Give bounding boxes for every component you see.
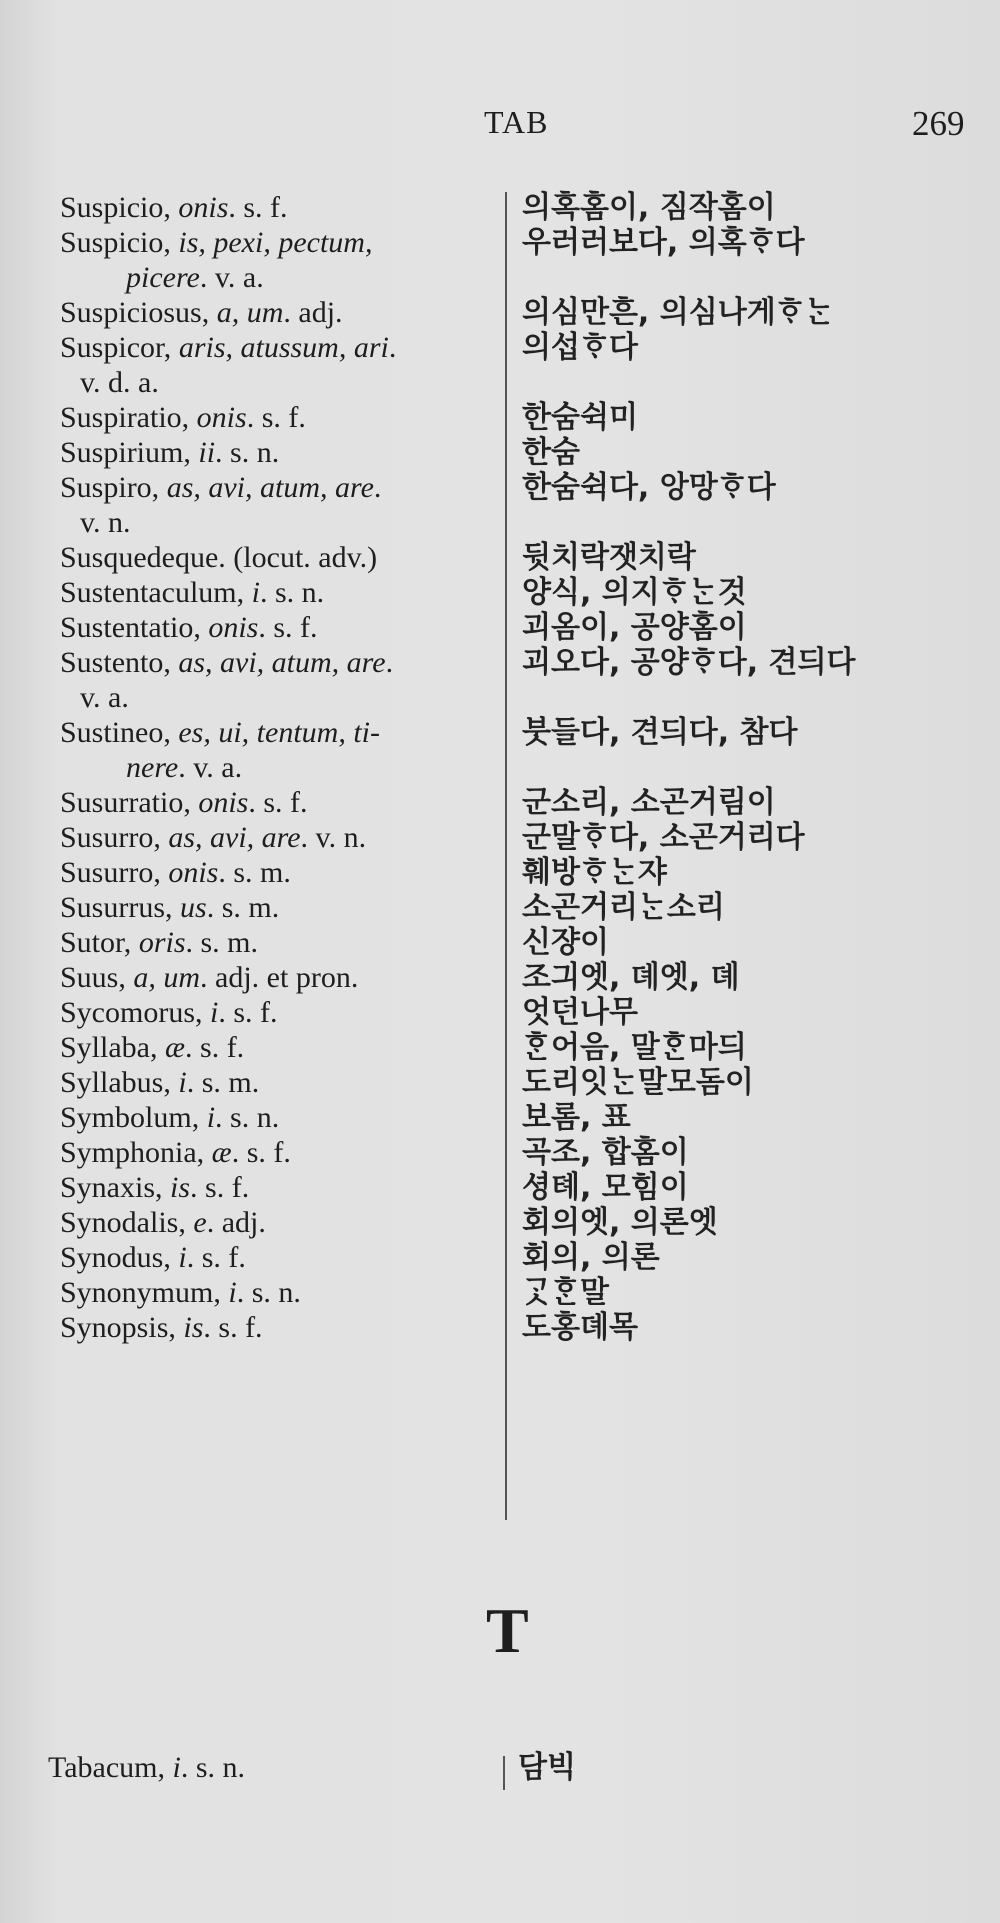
korean-definition: 한숨쉭미 [522,400,638,435]
latin-headword [0,1310,452,1345]
latin-headword [0,330,452,400]
dictionary-entry [0,540,1000,575]
latin-continuation-inflection: nere [126,751,179,784]
latin-grammar: . s. f. [228,191,288,224]
latin-grammar: . s. n. [215,436,280,469]
korean-definition: 셩톄, 모힘이 [522,1170,689,1205]
korean-definition: 도리잇ᄂᆞᆫ말모돔이 [522,1065,754,1100]
latin-headword [0,610,452,645]
latin-main: Symbolum, [60,1101,207,1134]
latin-inflection: es, ui, tentum, ti- [178,716,380,749]
latin-grammar: . s. n. [215,1101,280,1134]
latin-headword [0,400,452,435]
korean-definition: 의혹홈이, 짐작홈이 [522,190,776,225]
latin-headword [0,575,452,610]
section-letter: T [486,1595,529,1666]
latin-headword [0,645,452,715]
korean-definition: 붓들다, 견듸다, 참다 [522,715,798,750]
korean-definition: 한숨 [522,435,580,470]
latin-continuation-grammar: . v. a. [178,751,243,784]
latin-headword [0,925,452,960]
latin-inflection: i [228,1276,237,1309]
latin-grammar: . s. n. [260,576,325,609]
latin-main: Susurro, [60,856,169,889]
latin-grammar: . [373,471,382,504]
latin-inflection: onis [168,856,219,889]
korean-definition: 담빅 [518,1750,576,1785]
latin-main: Syllabus, [60,1066,179,1099]
korean-definition: 신쟝이 [522,925,609,960]
latin-inflection: aris, atussum, ari [178,331,389,364]
dictionary-entry [0,470,1000,540]
latin-grammar: . s. f. [186,1241,246,1274]
dictionary-entry [0,575,1000,610]
dictionary-entry [0,1240,1000,1275]
latin-main: Susurratio, [60,786,199,819]
korean-definition: 보롬, 표 [522,1100,631,1135]
latin-grammar: . adj. [283,296,343,329]
latin-inflection: i [178,1241,187,1274]
latin-main: Suspiro, [60,471,167,504]
latin-inflection: i [210,996,219,1029]
dictionary-entry [0,715,1000,785]
latin-headword [0,995,452,1030]
latin-grammar: . v. n. [300,821,367,854]
dictionary-entry [0,330,1000,400]
latin-main: Synonymum, [60,1276,229,1309]
latin-headword [0,470,452,540]
latin-inflection: onis [208,611,259,644]
dictionary-entry [0,1310,1000,1345]
latin-main: Synodus, [60,1241,179,1274]
korean-definition: 괴옴이, 공양홈이 [522,610,747,645]
dictionary-entry [0,225,1000,295]
latin-grammar: . [388,331,397,364]
latin-main: Synodalis, [60,1206,194,1239]
korean-definition: 회의엣, 의론엣 [522,1205,718,1240]
latin-main: Syllaba, [60,1031,165,1064]
latin-headword [0,1170,452,1205]
latin-headword [0,960,452,995]
latin-headword [0,295,452,330]
latin-inflection: as, avi, are [168,821,301,854]
latin-inflection: i [178,1066,187,1099]
latin-main: Synopsis, [60,1311,184,1344]
latin-inflection: onis [196,401,247,434]
latin-inflection: onis [198,786,249,819]
latin-grammar: . s. f. [231,1136,291,1169]
latin-grammar: . s. f. [258,611,318,644]
korean-definition: 곡조, 합홈이 [522,1135,689,1170]
latin-grammar: . s. m. [186,1066,260,1099]
latin-headword [0,190,452,225]
latin-headword [0,1205,452,1240]
latin-headword [0,540,452,575]
korean-definition: 엇던나무 [522,995,638,1030]
latin-grammar: . s. f. [190,1171,250,1204]
entry-list [0,190,1000,1345]
latin-main: Sustento, [60,646,179,679]
latin-inflection: e [193,1206,207,1239]
latin-main: Susurro, [60,821,169,854]
latin-headword [0,1100,452,1135]
dictionary-entry [0,960,1000,995]
latin-grammar: . s. f. [185,1031,245,1064]
dictionary-entry [0,820,1000,855]
latin-continuation [60,750,452,785]
latin-main: Suspirium, [60,436,199,469]
latin-main: Suspicio, [60,226,179,259]
latin-main: Synaxis, [60,1171,171,1204]
latin-headword [0,435,452,470]
dictionary-entry [0,1135,1000,1170]
latin-inflection: onis [178,191,229,224]
latin-grammar: . s. m. [185,926,259,959]
dictionary-entry-tabacum [0,1750,1000,1785]
latin-main: Suspiciosus, [60,296,217,329]
latin-grammar: . adj. et pron. [200,961,359,994]
latin-inflection: as, avi, atum, are [178,646,386,679]
dictionary-entry [0,890,1000,925]
korean-definition: 괴오다, 공양ᄒᆞ다, 견듸다 [522,645,856,680]
korean-definition: 한숨쉭다, 앙망ᄒᆞ다 [522,470,776,505]
dictionary-entry [0,855,1000,890]
korean-definition: 양식, 의지ᄒᆞᄂᆞᆫ것 [522,575,747,610]
latin-inflection: i [206,1101,216,1134]
latin-inflection: a, um [216,296,284,329]
latin-headword [0,1065,452,1100]
latin-main: Susquedeque. (locut. adv.) [60,541,378,574]
latin-main: Sustentatio, [60,611,209,644]
running-head: TAB [484,104,549,140]
latin-grammar: . s. n. [180,1751,246,1784]
latin-inflection: a, um [133,961,201,994]
dictionary-entry [0,610,1000,645]
korean-definition: 조긔엣, 뎨엣, 뎨 [522,960,740,995]
latin-headword [0,1240,452,1275]
latin-inflection: ii [198,436,216,469]
korean-definition: 훼방ᄒᆞᄂᆞᆫ쟈 [522,855,667,890]
korean-definition: 우러러보다, 의혹ᄒᆞ다 [522,225,805,260]
dictionary-entry [0,995,1000,1030]
korean-definition: ᄒᆞᆫ어음, 말ᄒᆞᆫ마듸 [522,1030,747,1065]
latin-headword [0,1030,452,1065]
latin-grammar: . s. n. [236,1276,301,1309]
dictionary-entry [0,645,1000,715]
latin-headword [0,225,452,295]
korean-definition: 도홍뎨목 [522,1310,638,1345]
latin-grammar: . s. f. [248,786,308,819]
latin-main: Susurrus, [60,891,181,924]
latin-inflection: æ [165,1031,186,1064]
page-number: 269 [912,104,965,143]
latin-inflection: as, avi, atum, are [166,471,374,504]
latin-headword [0,1750,452,1785]
latin-inflection: is, pexi, pectum, [178,226,373,259]
latin-grammar: . s. f. [246,401,306,434]
latin-continuation-inflection: picere [126,261,200,294]
dictionary-entry [0,1030,1000,1065]
dictionary-entry [0,1275,1000,1310]
korean-definition: 군소리, 소곤거림이 [522,785,776,820]
latin-grammar: . s. f. [218,996,278,1029]
latin-grammar: . [385,646,394,679]
latin-grammar: . s. f. [203,1311,263,1344]
dictionary-entry [0,435,1000,470]
dictionary-entry [0,1100,1000,1135]
dictionary-entry [0,785,1000,820]
latin-grammar: . s. m. [218,856,291,889]
latin-headword [0,1275,452,1310]
latin-main: Sustineo, [60,716,179,749]
latin-main: Tabacum, [48,1751,173,1784]
latin-continuation [60,260,452,295]
dictionary-entry [0,400,1000,435]
latin-main: Sustentaculum, [60,576,252,609]
latin-continuation: v. n. [80,506,131,539]
latin-headword [0,855,452,890]
korean-definition: 소곤거리ᄂᆞᆫ소리 [522,890,725,925]
dictionary-entry [0,1065,1000,1100]
korean-definition: 의섭ᄒᆞ다 [522,330,638,365]
korean-definition: ᄀᆞᆺᄒᆞᆫ말 [522,1275,609,1310]
latin-headword [0,890,452,925]
latin-grammar: . adj. [206,1206,266,1239]
latin-inflection: i [172,1751,181,1784]
latin-main: Symphonia, [60,1136,212,1169]
latin-headword [0,820,452,855]
korean-definition: 군말ᄒᆞ다, 소곤거리다 [522,820,805,855]
dictionary-entry [0,295,1000,330]
korean-definition: 의심만흔, 의심나게ᄒᆞᄂᆞᆫ [522,295,834,330]
korean-definition: 회의, 의론 [522,1240,660,1275]
latin-inflection: us [180,891,207,924]
latin-inflection: i [251,576,260,609]
dictionary-entry [0,925,1000,960]
latin-inflection: æ [211,1136,232,1169]
korean-definition: 뒷치락잿치락 [522,540,696,575]
latin-main: Suspicio, [60,191,179,224]
latin-main: Sycomorus, [60,996,210,1029]
latin-continuation-grammar: . v. a. [199,261,264,294]
dictionary-entry [0,190,1000,225]
latin-main: Suspiratio, [60,401,197,434]
latin-inflection: is [170,1171,191,1204]
latin-main: Suus, [60,961,134,994]
latin-headword [0,715,452,785]
latin-inflection: oris [138,926,186,959]
dictionary-entry [0,1205,1000,1240]
dictionary-entry [0,1170,1000,1205]
latin-grammar: . s. m. [206,891,280,924]
latin-continuation: v. d. a. [80,366,159,399]
latin-headword [0,785,452,820]
latin-inflection: is [183,1311,204,1344]
latin-main: Sutor, [60,926,139,959]
latin-main: Suspicor, [60,331,179,364]
latin-headword [0,1135,452,1170]
latin-continuation: v. a. [80,681,129,714]
